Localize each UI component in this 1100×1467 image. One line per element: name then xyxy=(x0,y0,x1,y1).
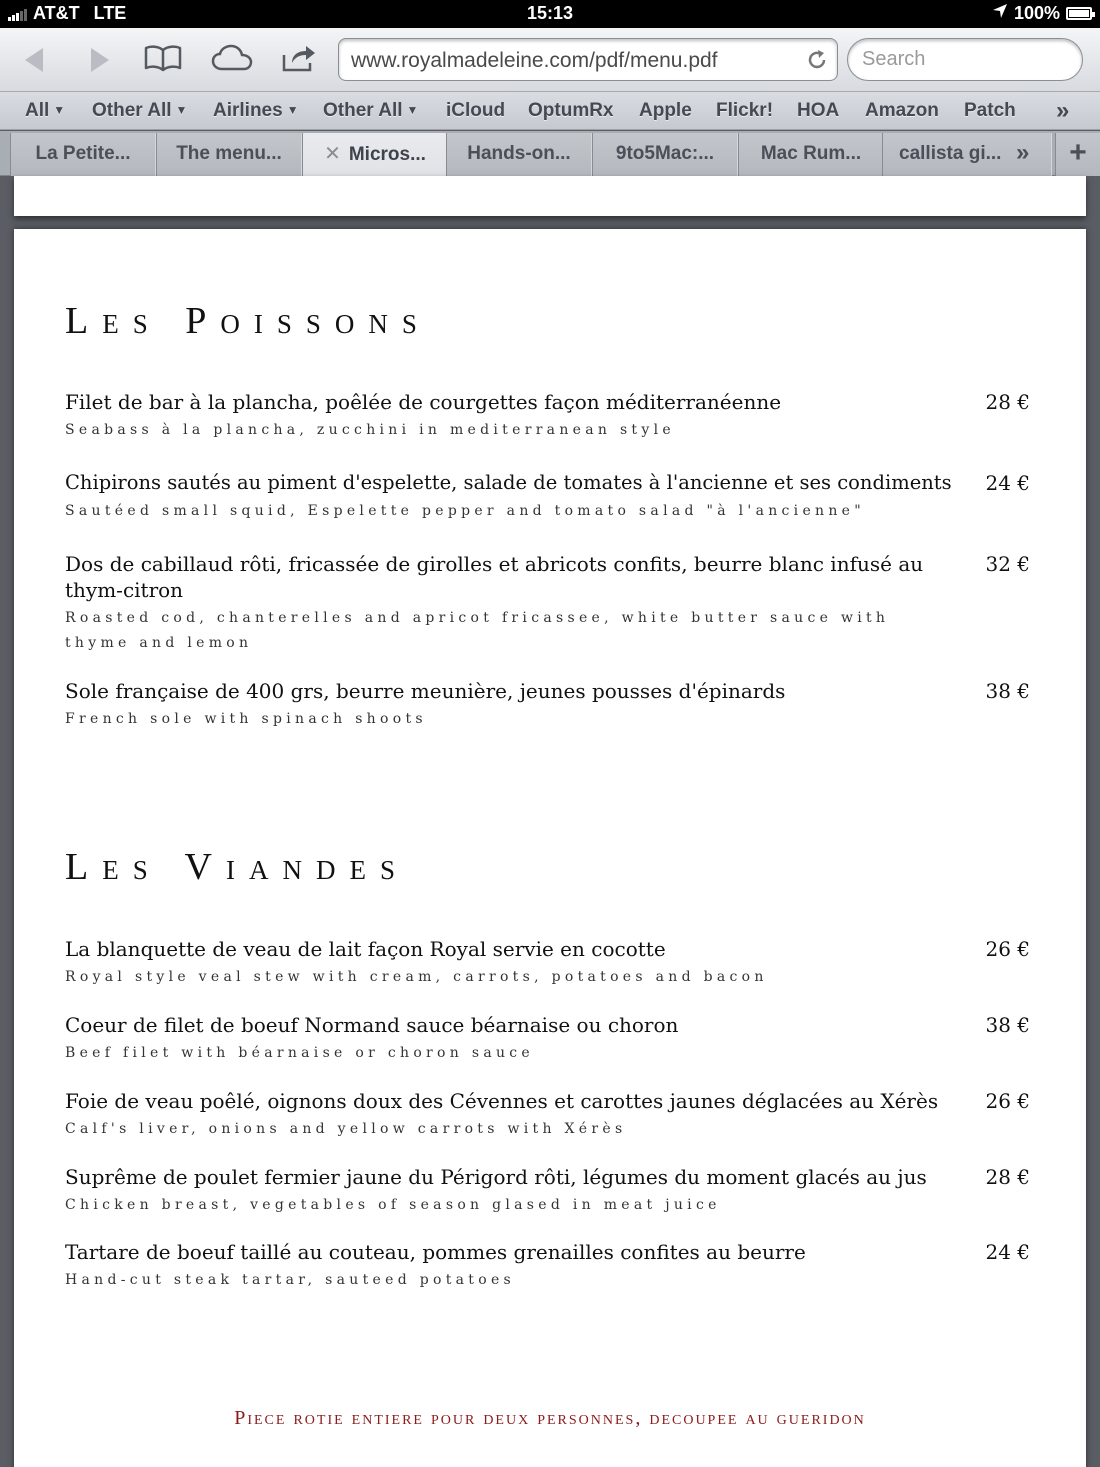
dish-price: 24 € xyxy=(985,1240,1030,1264)
tab-la-petite[interactable]: La Petite... xyxy=(10,133,156,176)
battery-percent: 100% xyxy=(1013,3,1060,23)
close-tab-icon[interactable]: ✕ xyxy=(324,143,341,165)
dish-name: Tartare de boeuf taillé au couteau, pommes grenailles confites au beurre xyxy=(65,1240,806,1264)
book-icon xyxy=(144,44,182,77)
bookmark-airlines[interactable] xyxy=(213,100,299,122)
search-input[interactable] xyxy=(862,48,1062,71)
menu-item xyxy=(65,551,1030,656)
dish-translation: Beef filet with béarnaise or choron sauce xyxy=(65,1045,535,1061)
chevron-down-icon: ▼ xyxy=(286,103,299,117)
dish-price: 28 € xyxy=(985,1165,1030,1189)
bookmark-apple[interactable]: Apple xyxy=(639,100,692,121)
menu-item xyxy=(65,1239,1030,1293)
menu-item xyxy=(65,389,1030,443)
status-bar xyxy=(0,0,1100,28)
share-button[interactable] xyxy=(278,42,320,78)
network-label: LTE xyxy=(93,3,127,23)
pdf-page-previous xyxy=(14,176,1086,216)
dish-translation: Seabass à la plancha, zucchini in mediterranean style xyxy=(65,422,675,438)
bookmark-all[interactable] xyxy=(25,100,65,122)
menu-item xyxy=(65,1088,1030,1142)
dish-price: 24 € xyxy=(985,471,1030,495)
dish-name: Sole française de 400 grs, beurre meunière, jeunes pousses d'épinards xyxy=(65,679,786,703)
bookmark-icloud[interactable]: iCloud xyxy=(446,100,506,121)
bookmark-hoa[interactable]: HOA xyxy=(797,100,840,121)
dish-translation: Roasted cod, chanterelles and apricot fricassee, white butter sauce with thyme and lemon xyxy=(65,610,890,651)
dish-translation: French sole with spinach shoots xyxy=(65,711,427,727)
reload-icon[interactable] xyxy=(805,48,829,77)
address-url: www.royalmadeleine.com/pdf/menu.pdf xyxy=(351,49,718,72)
bookmark-patch[interactable]: Patch xyxy=(964,100,1016,121)
dish-translation: Calf's liver, onions and yellow carrots with Xérès xyxy=(65,1121,627,1137)
chevron-down-icon: ▼ xyxy=(406,103,419,117)
cloud-icon xyxy=(211,44,253,77)
forward-button[interactable] xyxy=(84,42,116,78)
section-title-poissons: Les Poissons xyxy=(65,300,431,342)
pdf-page xyxy=(14,229,1086,1467)
dish-price: 38 € xyxy=(985,679,1030,703)
dish-translation: Sautéed small squid, Espelette pepper and tomato salad "à l'ancienne" xyxy=(65,503,865,519)
dish-name: La blanquette de veau de lait façon Royal servie en cocotte xyxy=(65,937,666,961)
icloud-tabs-button[interactable] xyxy=(209,42,255,78)
browser-toolbar xyxy=(0,28,1100,92)
back-button[interactable] xyxy=(18,42,50,78)
new-tab-button[interactable]: + xyxy=(1055,133,1100,176)
dish-name: Dos de cabillaud rôti, fricassée de girolles et abricots confits, beurre blanc infusé au thym-citron xyxy=(65,552,924,602)
bookmark-label: All xyxy=(25,100,50,121)
tab-bar xyxy=(0,131,1100,176)
bookmark-amazon[interactable]: Amazon xyxy=(865,100,939,121)
dish-translation: Hand-cut steak tartar, sauteed potatoes xyxy=(65,1272,516,1288)
bookmark-label: Airlines xyxy=(213,100,283,121)
address-bar[interactable] xyxy=(338,38,838,81)
dish-price: 26 € xyxy=(985,937,1030,961)
footer-note: Piece rotie entiere pour deux personnes, decoupee au gueridon xyxy=(234,1407,866,1429)
bookmark-other-all[interactable] xyxy=(92,100,187,122)
dish-name: Filet de bar à la plancha, poêlée de courgettes façon méditerranéenne xyxy=(65,390,782,414)
menu-item xyxy=(65,1012,1030,1066)
tab-callista[interactable]: callista gi... xyxy=(882,133,1052,176)
chevron-down-icon: ▼ xyxy=(175,103,188,117)
battery-icon xyxy=(1066,7,1092,20)
dish-name: Suprême de poulet fermier jaune du Périgord rôti, légumes du moment glacés au jus xyxy=(65,1165,927,1189)
bookmark-label: Other All xyxy=(92,100,172,121)
chevron-down-icon: ▼ xyxy=(53,103,66,117)
tabs-overflow-icon[interactable]: » xyxy=(1016,139,1030,166)
search-field[interactable] xyxy=(847,38,1083,81)
dish-name: Foie de veau poêlé, oignons doux des Cévennes et carottes jaunes déglacées au Xérès xyxy=(65,1089,939,1113)
bookmarks-overflow-icon[interactable]: » xyxy=(1056,97,1070,124)
menu-item xyxy=(65,936,1030,990)
tab-hands-on[interactable]: Hands-on... xyxy=(446,133,592,176)
dish-price: 38 € xyxy=(985,1013,1030,1037)
tab-9to5mac[interactable]: 9to5Mac:... xyxy=(592,133,738,176)
clock: 15:13 xyxy=(526,3,574,23)
menu-item xyxy=(65,678,1030,732)
section-title-viandes: Les Viandes xyxy=(65,846,409,888)
status-right xyxy=(992,3,1092,24)
location-icon xyxy=(992,3,1008,24)
bookmark-flickr[interactable]: Flickr! xyxy=(716,100,774,121)
tab-micros[interactable] xyxy=(302,133,448,176)
share-icon xyxy=(280,43,318,78)
menu-item xyxy=(65,1164,1030,1218)
dish-price: 32 € xyxy=(985,552,1030,576)
menu-item xyxy=(65,470,1030,524)
bookmarks-button[interactable] xyxy=(142,42,184,78)
carrier-label: AT&T xyxy=(33,3,80,23)
bookmarks-bar xyxy=(0,92,1100,130)
bookmark-other-all-2[interactable] xyxy=(323,100,418,122)
tab-label: Micros... xyxy=(348,144,426,165)
dish-translation: Chicken breast, vegetables of season glased in meat juice xyxy=(65,1197,721,1213)
dish-price: 28 € xyxy=(985,390,1030,414)
dish-name: Coeur de filet de boeuf Normand sauce béarnaise ou choron xyxy=(65,1013,679,1037)
bookmark-optumrx[interactable]: OptumRx xyxy=(528,100,614,121)
dish-price: 26 € xyxy=(985,1089,1030,1113)
bookmark-label: Other All xyxy=(323,100,403,121)
tab-the-menu[interactable]: The menu... xyxy=(156,133,302,176)
tab-mac-rumors[interactable]: Mac Rum... xyxy=(738,133,884,176)
dish-name: Chipirons sautés au piment d'espelette, salade de tomates à l'ancienne et ses condiments xyxy=(65,471,952,494)
dish-translation: Royal style veal stew with cream, carrots, potatoes and bacon xyxy=(65,969,768,985)
